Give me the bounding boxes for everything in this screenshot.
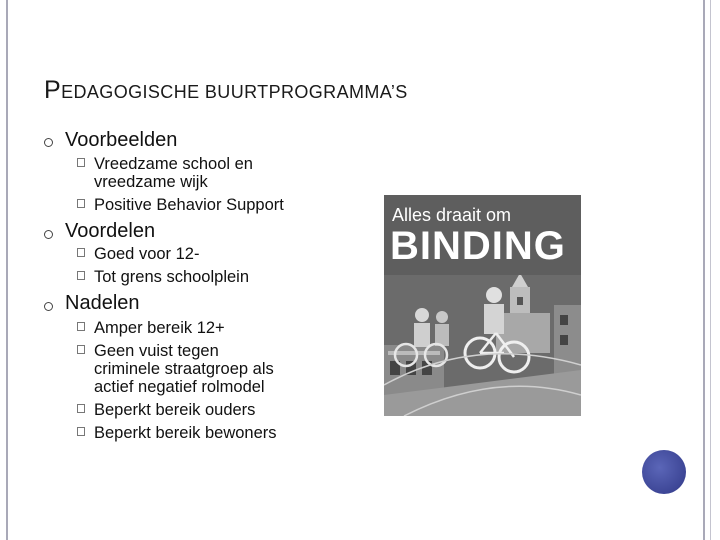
list-item: Beperkt bereik bewoners [94,424,277,442]
section-bullet [44,138,53,147]
section-heading-voordelen: Voordelen [65,220,156,242]
checkbox-bullet [77,199,85,208]
list-item: Tot grens schoolplein [94,268,250,286]
binding-poster-image [384,195,581,416]
slide-frame-right-inner [710,0,711,540]
list-item: Vreedzame school en vreedzame wijk [94,155,253,191]
checkbox-bullet [77,322,85,331]
poster-tagline: Alles draait om [392,205,512,225]
checkbox-bullet [77,271,85,280]
section-bullet [44,230,53,239]
checkbox-bullet [77,427,85,436]
slide-frame-right [703,0,705,540]
decorative-circle [642,450,686,494]
section-heading-voorbeelden: Voorbeelden [65,129,178,151]
checkbox-bullet [77,158,85,167]
list-item: Geen vuist tegen criminele straatgroep als actief negatief rolmodel [94,342,274,396]
poster-illustration [384,275,581,416]
list-item: Goed voor 12- [94,245,200,263]
list-item: Amper bereik 12+ [94,319,225,337]
section-bullet [44,302,53,311]
checkbox-bullet [77,248,85,257]
slide-title: PEDAGOGISCHE BUURTPROGRAMMA’S [44,76,408,104]
checkbox-bullet [77,345,85,354]
list-item: Beperkt bereik ouders [94,401,256,419]
poster-headline: BINDING [390,224,566,268]
section-heading-nadelen: Nadelen [65,292,140,314]
checkbox-bullet [77,404,85,413]
slide-frame-left [6,0,8,540]
list-item: Positive Behavior Support [94,196,284,214]
